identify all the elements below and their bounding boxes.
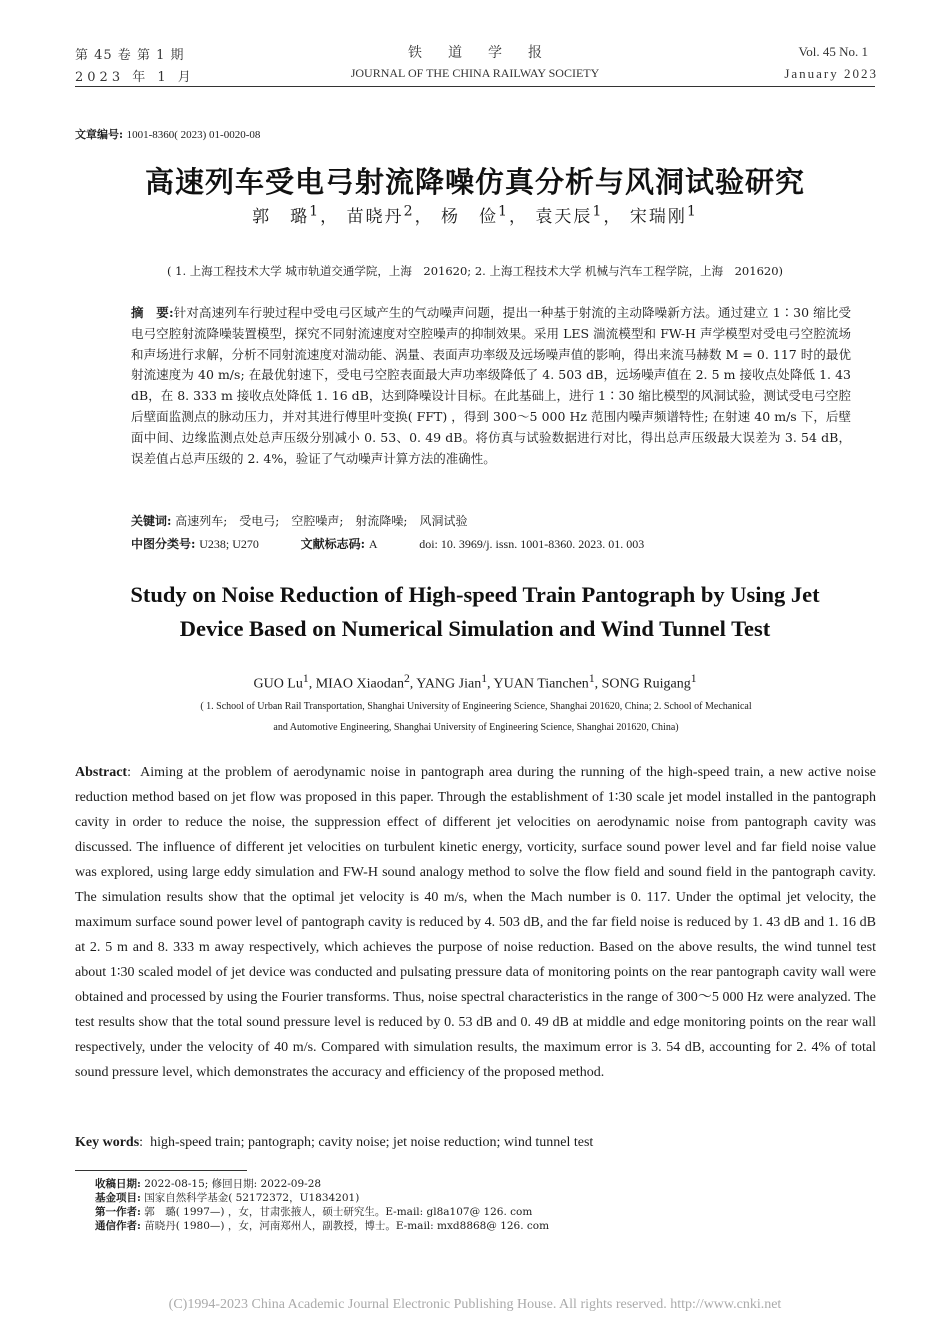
author-en: YUAN Tianchen bbox=[493, 676, 589, 692]
footnote-text: 苗晓丹( 1980—) ，女，河南郑州人，副教授，博士。E-mail: mxd8868@ 126. com bbox=[144, 1220, 550, 1232]
authors-cn: 郭 璐$^1$， 苗晓丹$^2$， 杨 俭$^1$， 袁天辰$^1$， 宋瑞刚$^1$ bbox=[252, 203, 698, 227]
title-en-line: Study on Noise Reduction of High-speed Train Pantograph by Using Jet bbox=[130, 582, 820, 607]
affiliation-en bbox=[120, 696, 832, 738]
header-date: 2023 年 1 月 bbox=[75, 70, 195, 85]
keywords-cn-text: 高速列车; 受电弓; 空腔噪声; 射流降噪; 风洞试验 bbox=[175, 514, 468, 528]
copyright-notice: (C)1994-2023 China Academic Journal Electronic Publishing House. All rights reserved. http://www.cnki.net bbox=[168, 1297, 782, 1312]
clc-label: 中图分类号: bbox=[131, 537, 196, 551]
journal-name-en: JOURNAL OF THE CHINA RAILWAY SOCIETY bbox=[350, 66, 600, 80]
author-sup: 1 bbox=[588, 672, 595, 685]
page-title-en bbox=[0, 578, 950, 646]
author-en: MIAO Xiaodan bbox=[315, 676, 404, 692]
affiliation-en-line: ( 1. School of Urban Rail Transportation, Shanghai University of Engineering Science, Shanghai 201620, China; 2. School of Mechanical bbox=[200, 701, 752, 712]
header-rule bbox=[75, 86, 875, 87]
author-sup: 1 bbox=[497, 203, 509, 220]
classification bbox=[131, 535, 851, 552]
header-volume: Vol. 45 No. 1 bbox=[798, 44, 868, 59]
page-title-cn: 高速列车受电弓射流降噪仿真分析与风洞试验研究 bbox=[144, 165, 805, 199]
author-sup: 1 bbox=[481, 672, 488, 685]
header-issue: 第 45 卷 第 1 期 bbox=[75, 48, 185, 63]
title-en-line: Device Based on Numerical Simulation and Wind Tunnel Test bbox=[179, 616, 771, 641]
author-sup: 1 bbox=[592, 203, 604, 220]
doc-code-value: A bbox=[368, 537, 378, 551]
clc-value: U238; U270 bbox=[199, 537, 259, 551]
keywords-en: Key words: high-speed train; pantograph; cavity noise; jet noise reduction; wind tunnel test bbox=[75, 1135, 594, 1150]
abstract-en-label: Abstract bbox=[75, 765, 128, 780]
author-sup: 2 bbox=[403, 203, 415, 220]
footnote-funding bbox=[95, 1191, 855, 1205]
footnote-text: 2022-08-15; 修回日期: 2022-09-28 bbox=[144, 1178, 322, 1190]
keywords-cn bbox=[131, 512, 851, 529]
footnote-first-author bbox=[95, 1205, 855, 1219]
author-sup: 1 bbox=[302, 672, 309, 685]
journal-name-cn: 铁道学报 bbox=[408, 45, 568, 61]
author-cn: 袁天辰 bbox=[535, 207, 593, 227]
abstract-en-text: Aiming at the problem of aerodynamic noise in pantograph area during the running of the high-speed train, a new active noise reduction method based on jet flow was proposed in this paper. Through the establishment of 1∶30 scale jet model installed in the pantograph cavity in order to reduce the noise, the suppression effect of different jet velocities on aerodynamic noise from pantograph cavity was discussed. The influence of different jet velocities on turbulent kinetic energy, vorticity, surface sound power level and far field noise value was explored, using large eddy simulation and FW-H sound analogy method to solve the flow field and sound field in the pantograph cavity. The simulation results show that the optimal jet velocity is 40 m/s, when the Mach number is 0. 117. Under the optimal jet velocity, the maximum surface sound power level of pantograph cavity is reduced by 4. 503 dB, and the far field noise is reduced by 1. 43 dB and 1. 16 dB at 2. 5 m and 8. 333 m away respectively, which achieves the purpose of noise reduction. Based on the above results, the wind tunnel test about 1∶30 scaled model of jet device was conducted and pulsating pressure data of monitoring points on the rear pantograph cavity wall were obtained and processed by using the Fourier transforms. Thus, noise spectral characteristics in the range of 300～5 000 Hz were analyzed. The test results show that the total sound pressure level is reduced by 0. 53 dB and 0. 49 dB at middle and edge monitoring points on the rear wall respectively, under the velocity of 40 m/s. Compared with simulation results, the maximum error is 3. 54 dB, accounting for 2. 4% of total sound pressure level, which demonstrates the accuracy and efficiency of the proposed method. bbox=[75, 765, 876, 1080]
doc-code-label: 文献标志码: bbox=[300, 537, 366, 551]
footnote-label: 基金项目: bbox=[95, 1192, 141, 1204]
abstract-cn-label: 摘 要: bbox=[131, 305, 174, 320]
author-en: YANG Jian bbox=[416, 676, 482, 692]
author-cn: 杨 俭 bbox=[440, 207, 498, 227]
author-cn: 苗晓丹 bbox=[346, 207, 404, 227]
abstract-en: Abstract: Aiming at the problem of aerodynamic noise in pantograph area during the running of the high-speed train, a new active noise reduction method based on jet flow was proposed in this paper. Through the establishment of 1∶30 scale jet model installed in the pantograph cavity in order to reduce the noise, the suppression effect of different jet velocities on aerodynamic noise from pantograph cavity was discussed. The influence of different jet velocities on turbulent kinetic energy, vorticity, surface sound power level and far field noise value was explored, using large eddy simulation and FW-H sound analogy method to solve the flow field and sound field in the pantograph cavity. The simulation results show that the optimal jet velocity is 40 m/s, when the Mach number is 0. 117. Under the optimal jet velocity, the maximum surface sound power level of pantograph cavity is reduced by 4. 503 dB, and the far field noise is reduced by 1. 43 dB and 1. 16 dB at 2. 5 m and 8. 333 m away respectively, which achieves the purpose of noise reduction. Based on the above results, the wind tunnel test about 1∶30 scaled model of jet device was conducted and pulsating pressure data of monitoring points on the rear pantograph cavity wall were obtained and processed by using the Fourier transforms. Thus, noise spectral characteristics in the range of 300～5 000 Hz were analyzed. The test results show that the total sound pressure level is reduced by 0. 53 dB and 0. 49 dB at middle and edge monitoring points on the rear wall respectively, under the velocity of 40 m/s. Compared with simulation results, the maximum error is 3. 54 dB, accounting for 2. 4% of total sound pressure level, which demonstrates the accuracy and efficiency of the proposed method. bbox=[75, 765, 876, 1080]
footnote-text: 国家自然科学基金( 52172372，U1834201) bbox=[144, 1192, 360, 1204]
footnote-received bbox=[95, 1177, 855, 1191]
footnote-rule bbox=[75, 1170, 247, 1171]
author-cn: 郭 璐 bbox=[252, 207, 310, 227]
abstract-cn bbox=[131, 303, 851, 469]
affiliation-cn: ( 1. 上海工程技术大学 城市轨道交通学院，上海 201620; 2. 上海工程技术大学 机械与汽车工程学院，上海 201620) bbox=[166, 264, 784, 278]
footnote-label: 通信作者: bbox=[95, 1220, 141, 1232]
author-en: SONG Ruigang bbox=[601, 676, 691, 692]
author-sup: 1 bbox=[309, 203, 321, 220]
keywords-en-text: high-speed train; pantograph; cavity noise; jet noise reduction; wind tunnel test bbox=[150, 1135, 594, 1150]
article-number bbox=[75, 126, 260, 142]
header-month: January 2023 bbox=[784, 66, 878, 81]
footnote-text: 郭 璐( 1997—) ，女，甘肃张掖人，硕士研究生。E-mail: gl8a107@ 126. com bbox=[144, 1206, 533, 1218]
author-cn: 宋瑞刚 bbox=[629, 207, 687, 227]
authors-en: GUO Lu$^1$, MIAO Xiaodan$^2$, YANG Jian$^1$, YUAN Tianchen$^1$, SONG Ruigang$^1$ bbox=[253, 672, 697, 692]
article-number-value: 1001-8360( 2023) 01-0020-08 bbox=[126, 129, 261, 141]
author-sup: 1 bbox=[686, 203, 698, 220]
article-number-label: 文章编号: bbox=[75, 128, 124, 141]
footnote-corresponding-author bbox=[95, 1219, 855, 1233]
keywords-cn-label: 关键词: bbox=[131, 514, 172, 528]
author-sup: 2 bbox=[403, 672, 410, 685]
abstract-cn-text: 针对高速列车行驶过程中受电弓区域产生的气动噪声问题，提出一种基于射流的主动降噪新方法。通过建立 1∶30 缩比受电弓空腔射流降噪装置模型，探究不同射流速度对空腔噪声的抑制效果。采用 LES 湍流模型和 FW-H 声学模型对受电弓空腔流场和声场进行求解，分析不同射流速度对湍动能、涡量、表面声功率级及远场噪声值的影响，得出来流马赫数 M = 0. 117 时的最优射流速度为 40 m/s; 在最优射速下，受电弓空腔表面最大声功率级降低了 4. 503 dB，远场噪声值在 2. 5 m 接收点处降低 1. 43 dB，在 8. 333 m 接收点处降低 1. 16 dB，达到降噪设计目标。在此基础上，进行 1∶30 缩比模型的风洞试验，测试受电弓空腔后壁面监测点的脉动压力，并对其进行傅里叶变换( FFT) ，得到 300～5 000 Hz 范围内噪声频谱特性; 在射速 40 m/s 下，后壁面中间、边缘监测点处总声压级分别减小 0. 53、0. 49 dB。将仿真与试验数据进行对比，得出总声压级最大误差为 3. 54 dB，误差值占总声压级的 2. 4%，验证了气动噪声计算方法的准确性。 bbox=[131, 305, 851, 466]
doi: doi: 10. 3969/j. issn. 1001-8360. 2023. 01. 003 bbox=[419, 537, 645, 551]
footnote-label: 收稿日期: bbox=[95, 1178, 141, 1190]
keywords-en-label: Key words bbox=[75, 1135, 140, 1150]
footnote-label: 第一作者: bbox=[95, 1206, 141, 1218]
author-sup: 1 bbox=[690, 672, 697, 685]
affiliation-en-line: and Automotive Engineering, Shanghai University of Engineering Science, Shanghai 201620, China) bbox=[273, 722, 679, 733]
author-en: GUO Lu bbox=[253, 676, 303, 692]
